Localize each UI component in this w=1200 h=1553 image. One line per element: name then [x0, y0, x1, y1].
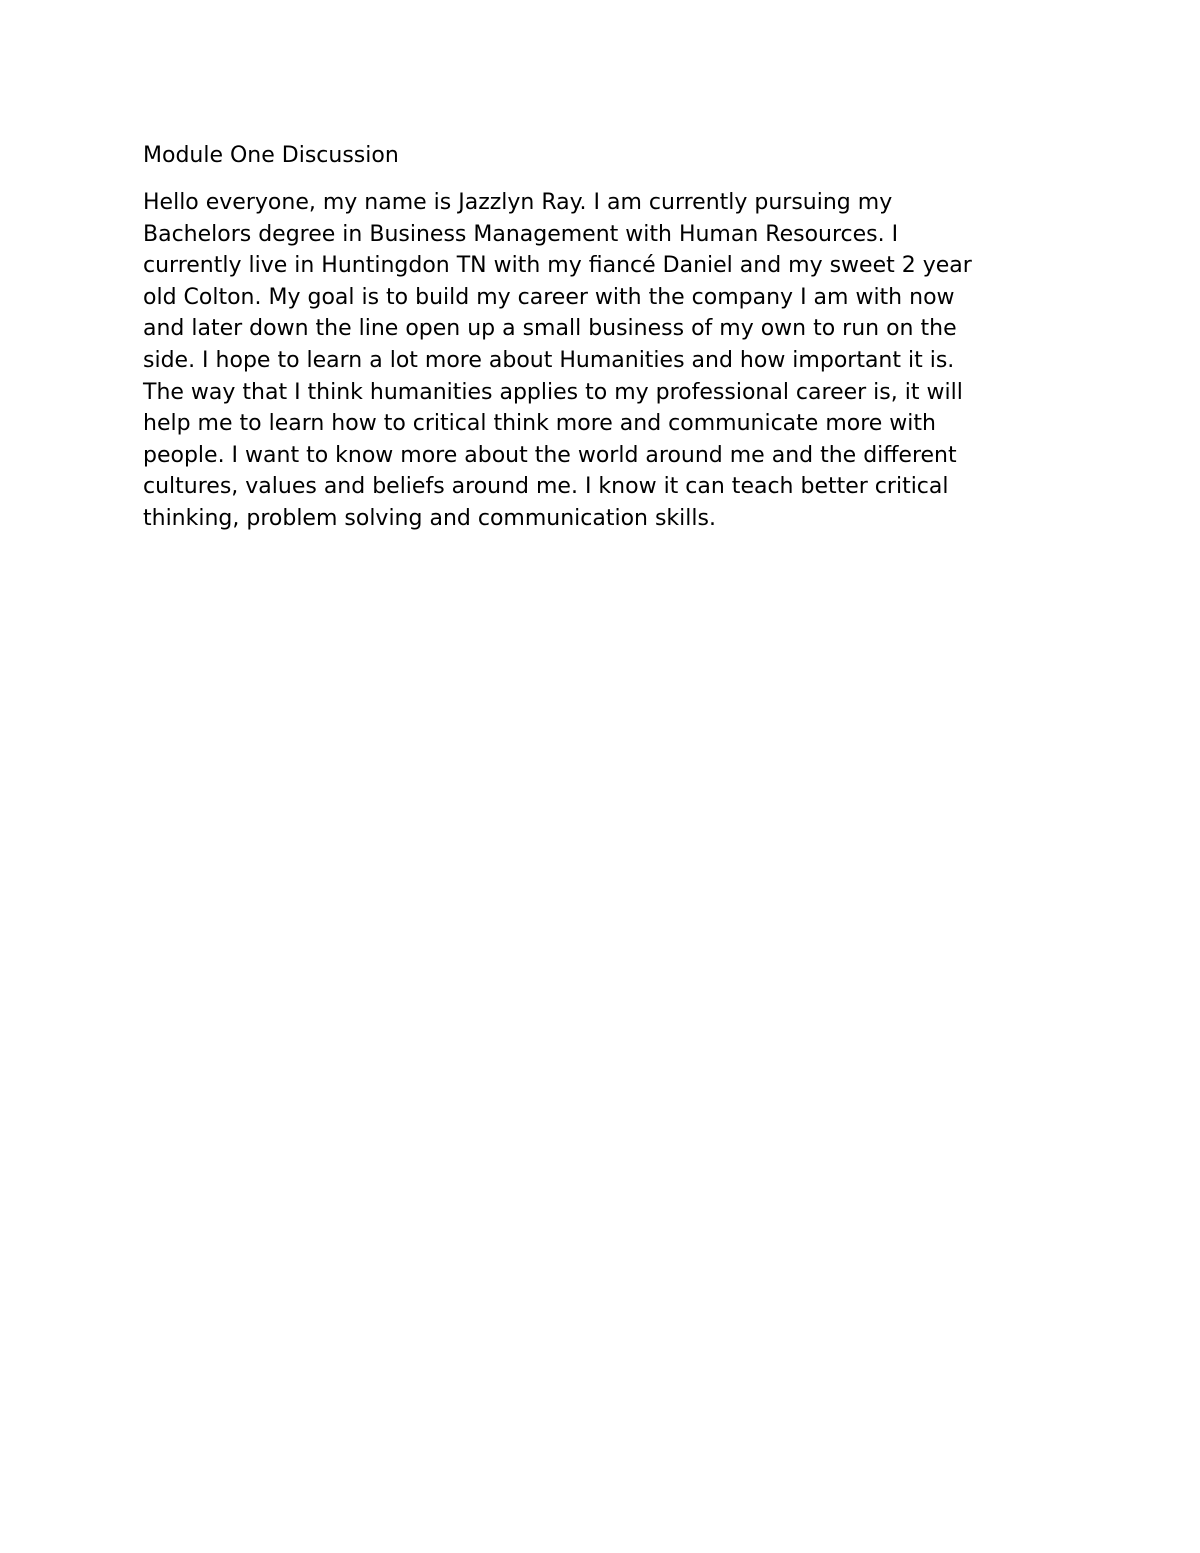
body-line: help me to learn how to critical think more and communicate more with	[143, 411, 936, 437]
body-line: Hello everyone, my name is Jazzlyn Ray. I am currently pursuing my	[143, 190, 893, 215]
body-line: old Colton. My goal is to build my career with the company I am with now	[143, 284, 955, 310]
document-title: Module One Discussion	[143, 143, 399, 168]
body-line: The way that I think humanities applies to my professional career is, it will	[143, 379, 963, 405]
body-line: and later down the line open up a small business of my own to run on the	[143, 316, 957, 342]
body-line: people. I want to know more about the world around me and the different	[143, 442, 957, 468]
body-line: cultures, values and beliefs around me. I know it can teach better critical	[143, 474, 949, 500]
body-line: thinking, problem solving and communication skills.	[143, 505, 716, 531]
body-line: currently live in Huntingdon TN with my fiancé Daniel and my sweet 2 year	[143, 253, 972, 279]
document-body-paragraph	[143, 187, 972, 535]
body-line: side. I hope to learn a lot more about Humanities and how important it is.	[143, 347, 955, 373]
body-line: Bachelors degree in Business Management with Human Resources. I	[143, 221, 899, 247]
